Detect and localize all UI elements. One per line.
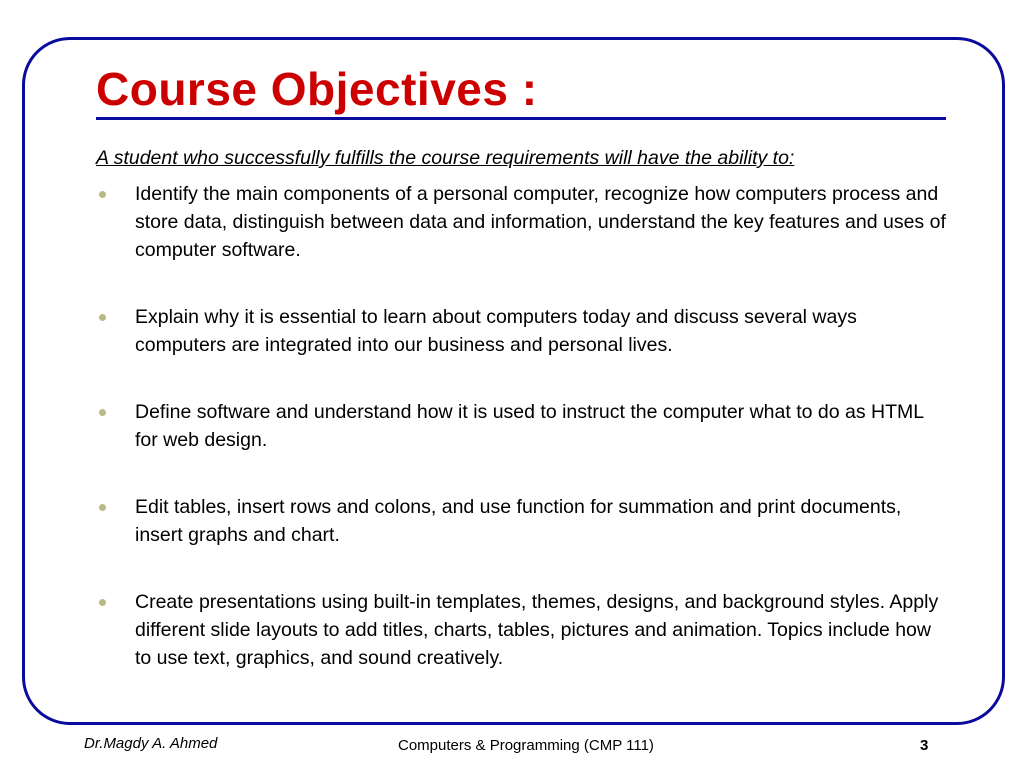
footer-author: Dr.Magdy A. Ahmed [84,735,218,752]
objective-text: Explain why it is essential to learn about computers today and discuss several ways computers are integrated into our business and personal lives. [135,306,857,356]
objective-text: Create presentations using built-in templates, themes, designs, and background styles. Apply different slide layouts to add titles, charts, tables, pictures and animation. Topics include how to use text, graphics, and sound creatively. [135,591,939,669]
objectives-list [96,180,946,711]
objective-text: Identify the main components of a personal computer, recognize how computers process and store data, distinguish between data and information, understand the key features and uses of computer software. [135,183,946,261]
objective-item-1 [96,180,946,264]
bullet-dot-icon [99,191,106,198]
objective-item-3 [96,398,946,454]
footer-page-number: 3 [920,737,929,754]
bullet-dot-icon [99,504,106,511]
bullet-dot-icon [99,314,106,321]
intro-text: A student who successfully fulfills the course requirements will have the ability to: [96,147,795,169]
slide-title: Course Objectives : [96,63,538,115]
bullet-dot-icon [99,599,106,606]
objective-text: Define software and understand how it is used to instruct the computer what to do as HTML for web design. [135,401,924,451]
objective-item-4 [96,493,946,549]
objective-item-5 [96,588,946,672]
objective-text: Edit tables, insert rows and colons, and use function for summation and print documents, insert graphs and chart. [135,496,902,546]
objective-item-2 [96,303,946,359]
bullet-dot-icon [99,409,106,416]
title-underline-rule [96,117,946,120]
footer-course-title: Computers & Programming (CMP 111) [398,737,654,754]
